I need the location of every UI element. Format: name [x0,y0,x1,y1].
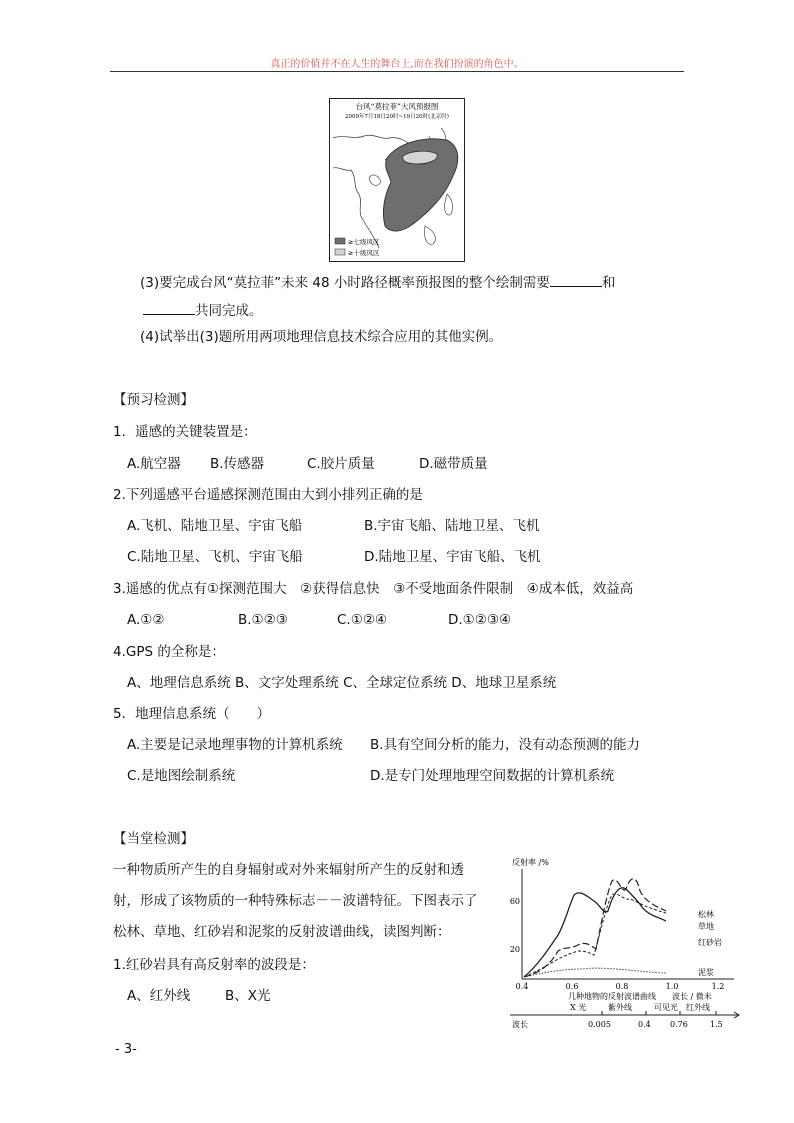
band-xray: X 光 [570,1003,587,1012]
band-tick-0.4: 0.4 [638,1020,651,1029]
spectrum-xlabel: 波长 / 微米 [672,992,712,1001]
ytick-60: 60 [509,897,520,906]
preview-q5-option-d: D.是专门处理地理空间数据的计算机系统 [370,768,615,784]
preview-q1-option-d: D.磁带质量 [419,456,488,472]
preview-q5-option-a: A.主要是记录地理事物的计算机系统 [127,737,343,753]
series-label-sandstone: 红砂岩 [698,938,722,947]
preview-q2-stem: 2.下列遥感平台遥感探测范围由大到小排列正确的是 [113,487,423,503]
legend-label-level10: ≥十级风区 [348,249,380,257]
typhoon-map-figure [329,98,465,262]
preview-q2-option-c: C.陆地卫星、飞机、宇宙飞船 [127,549,303,565]
question-3-line2 [143,300,263,320]
curve-pine-forest [524,879,666,977]
preview-q2-option-a: A.飞机、陆地卫星、宇宙飞船 [127,518,303,534]
preview-q5-option-c: C.是地图绘制系统 [127,768,236,784]
classroom-paragraph-line3: 松林、草地、红砂岩和泥浆的反射波谱曲线，读图判断： [113,924,451,940]
preview-q1-option-b: B.传感器 [210,456,265,472]
page-header-motto: 真正的价值并不在人生的舞台上,而在我们扮演的角色中。 [270,59,524,70]
classroom-paragraph-line1: 一种物质所产生的自身辐射或对外来辐射所产生的反射和透 [113,862,464,878]
xtick-0.6: 0.6 [565,982,579,991]
band-infrared: 红外线 [686,1003,710,1012]
legend-swatch-level10 [335,249,345,255]
xtick-1.0: 1.0 [665,982,679,991]
preview-q3-stem: 3.遥感的优点有①探测范围大 ②获得信息快 ③不受地面条件限制 ④成本低，效益高 [113,581,634,597]
classroom-q1-option-a: A、红外线 [127,988,191,1004]
question-3-text: (3)要完成台风“莫拉菲”未来 48 小时路径概率预报图的整个绘制需要 [140,275,550,291]
ytick-20: 20 [509,945,520,954]
preview-heading: 【预习检测】 [113,392,194,408]
band-tick-1.5: 1.5 [710,1020,723,1029]
reflectance-spectrum-figure [508,855,740,1033]
preview-q1-option-a: A.航空器 [127,456,181,472]
question-3-and: 和 [601,275,616,291]
band-tick-0.005: 0.005 [588,1020,611,1029]
spectrum-caption: 几种地物的反射波谱曲线 [568,992,656,1001]
legend-label-level7: ≥七级风区 [348,238,380,246]
curve-red-sandstone [524,888,666,977]
page-number: - 3- [115,1042,137,1057]
classroom-q1-stem: 1.红砂岩具有高反射率的波段是： [113,957,315,973]
band-visible: 可见光 [654,1003,678,1012]
question-4: (4)试举出(3)题所用两项地理信息技术综合应用的其他实例。 [140,329,503,345]
curve-mud [524,968,666,977]
band-row-label: 波长 [512,1020,528,1029]
preview-q3-option-c: C.①②④ [337,612,388,628]
preview-q4-stem: 4.GPS 的全称是： [113,644,225,660]
classroom-paragraph-line2: 射，形成了该物质的一种特殊标志－－波谱特征。下图表示了 [113,893,478,909]
xtick-0.4: 0.4 [515,982,529,991]
preview-q2-option-d: D.陆地卫星、宇宙飞船、飞机 [364,549,541,565]
answer-blank-1[interactable] [550,272,602,287]
preview-q1-stem: 1．遥感的关键装置是： [113,424,257,440]
map-title: 台风“莫拉菲”大风预报图 [355,102,439,111]
legend-swatch-level7 [335,238,345,244]
preview-q3-option-a: A.①② [127,612,165,628]
question-3-line1 [140,272,615,292]
preview-q5-stem: 5．地理信息系统（ ） [113,706,271,722]
classroom-heading: 【当堂检测】 [113,831,194,847]
series-label-pine: 松林 [698,910,714,919]
question-3-end: 共同完成。 [195,303,263,319]
band-uv: 紫外线 [608,1003,632,1012]
series-label-mud: 泥浆 [698,968,714,977]
preview-q2-option-b: B.宇宙飞船、陆地卫星、飞机 [364,518,540,534]
preview-q4-options: A、地理信息系统 B、文字处理系统 C、全球定位系统 D、地球卫星系统 [127,675,557,691]
preview-q1-option-c: C.胶片质量 [307,456,375,472]
answer-blank-2[interactable] [143,300,195,315]
classroom-q1-option-b: B、X光 [225,988,271,1004]
preview-q3-option-b: B.①②③ [238,612,288,628]
band-tick-0.76: 0.76 [670,1020,688,1029]
map-subtitle: 2009年7月18日20时~19日20时(北京时) [345,114,449,120]
xtick-1.2: 1.2 [711,982,725,991]
preview-q3-option-d: D.①②③④ [448,612,512,628]
xtick-0.8: 0.8 [615,982,629,991]
spectrum-ylabel: 反射率 /% [512,858,549,867]
series-label-grass: 草地 [698,922,714,931]
header-rule [110,71,684,72]
preview-q5-option-b: B.具有空间分析的能力，没有动态预测的能力 [370,737,641,753]
curve-grassland [524,894,666,977]
